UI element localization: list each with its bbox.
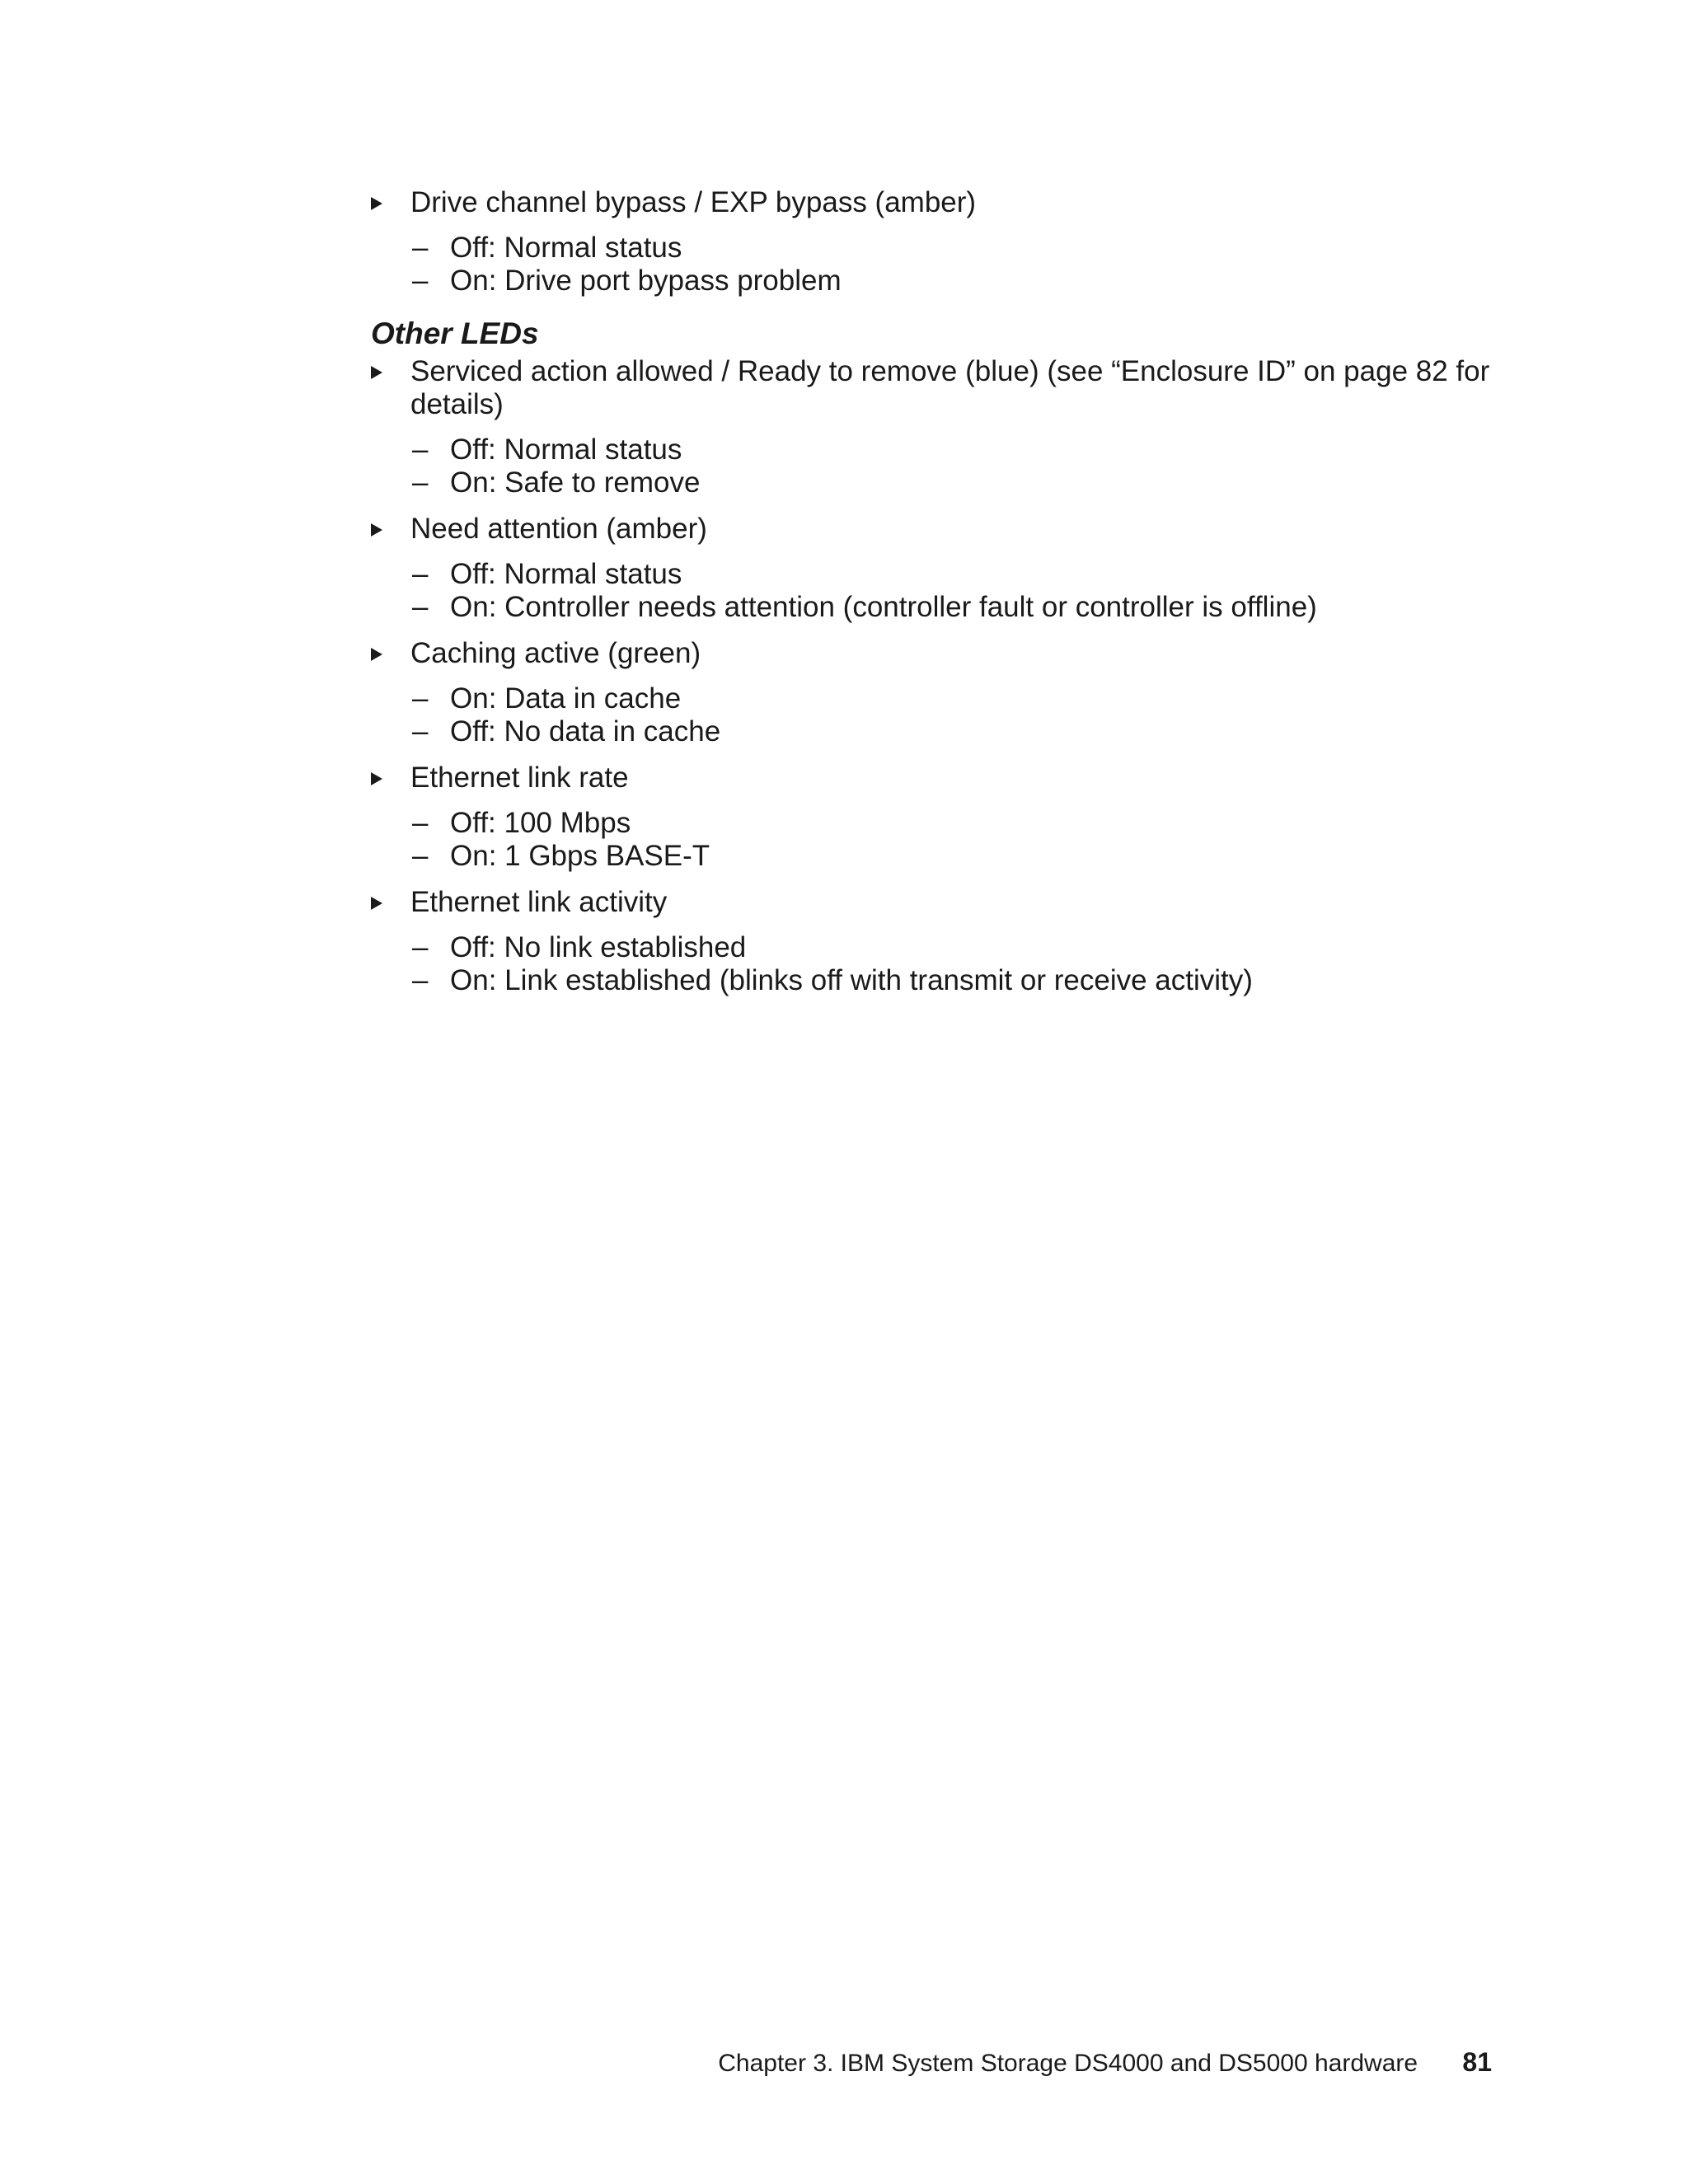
- list-item-ethernet-link-rate: [371, 762, 1492, 873]
- page-number: 81: [1462, 2047, 1492, 2077]
- list-item-label: Ethernet link activity: [410, 886, 668, 918]
- sub-list-item: [371, 715, 1492, 748]
- sub-list-item: [371, 807, 1492, 840]
- dash-marker: –: [412, 715, 429, 748]
- sub-list-item: [371, 265, 1492, 298]
- sub-item-text: Off: Normal status: [450, 558, 682, 590]
- sub-item-text: Off: No link established: [450, 931, 747, 963]
- sub-list-item: [371, 931, 1492, 964]
- list-item-label: Ethernet link rate: [410, 762, 629, 794]
- dash-marker: –: [412, 682, 429, 715]
- sub-item-text: On: Link established (blinks off with transmit or receive activity): [450, 964, 1253, 996]
- dash-marker: –: [412, 265, 429, 297]
- sub-list: [410, 931, 1492, 997]
- sub-item-text: Off: Normal status: [450, 232, 682, 264]
- spacer: [371, 624, 1492, 637]
- sub-item-text: Off: 100 Mbps: [450, 807, 631, 839]
- sub-item-text: Off: Normal status: [450, 434, 682, 466]
- sub-item-text: On: 1 Gbps BASE-T: [450, 840, 710, 872]
- list-item-serviced-action: [371, 355, 1492, 499]
- dash-marker: –: [412, 840, 429, 872]
- sub-list-item: [371, 434, 1492, 466]
- section-heading: Other LEDs: [371, 316, 539, 350]
- list-item-label: Need attention (amber): [410, 513, 707, 545]
- dash-marker: –: [412, 466, 429, 499]
- sub-list-item: [371, 466, 1492, 499]
- dash-marker: –: [412, 931, 429, 963]
- page-footer: [718, 2047, 1492, 2079]
- sub-list: [410, 558, 1492, 624]
- list-item-drive-channel-bypass: [371, 186, 1492, 298]
- list-item-label: Drive channel bypass / EXP bypass (amber): [410, 186, 977, 218]
- sub-item-text: Off: No data in cache: [450, 715, 721, 748]
- list-item-caching-active: [371, 637, 1492, 748]
- sub-list-item: [371, 591, 1492, 624]
- spacer: [371, 499, 1492, 513]
- sub-list: [410, 232, 1492, 298]
- dash-marker: –: [412, 558, 429, 590]
- dash-marker: –: [412, 434, 429, 466]
- list-item-ethernet-link-activity: [371, 886, 1492, 997]
- sub-list-item: [371, 558, 1492, 591]
- list-item-need-attention: [371, 513, 1492, 624]
- sub-list: [410, 434, 1492, 499]
- dash-marker: –: [412, 232, 429, 264]
- list-item-label: Caching active (green): [410, 637, 701, 669]
- page-body: [371, 186, 1492, 997]
- spacer: [371, 873, 1492, 886]
- spacer: [371, 748, 1492, 762]
- sub-list-item: [371, 840, 1492, 873]
- sub-list-item: [371, 682, 1492, 715]
- footer-chapter-title: Chapter 3. IBM System Storage DS4000 and DS5000 hardware: [718, 2050, 1418, 2077]
- sub-item-text: On: Controller needs attention (controller fault or controller is offline): [450, 591, 1317, 623]
- list-item-label: Serviced action allowed / Ready to remove (blue) (see “Enclosure ID” on page 82 for details): [410, 355, 1490, 420]
- dash-marker: –: [412, 807, 429, 839]
- dash-marker: –: [412, 964, 429, 996]
- sub-list-item: [371, 232, 1492, 265]
- sub-list-item: [371, 964, 1492, 997]
- dash-marker: –: [412, 591, 429, 623]
- sub-list: [410, 682, 1492, 748]
- sub-list: [410, 807, 1492, 873]
- sub-item-text: On: Data in cache: [450, 682, 682, 715]
- sub-item-text: On: Safe to remove: [450, 466, 701, 499]
- sub-item-text: On: Drive port bypass problem: [450, 265, 842, 297]
